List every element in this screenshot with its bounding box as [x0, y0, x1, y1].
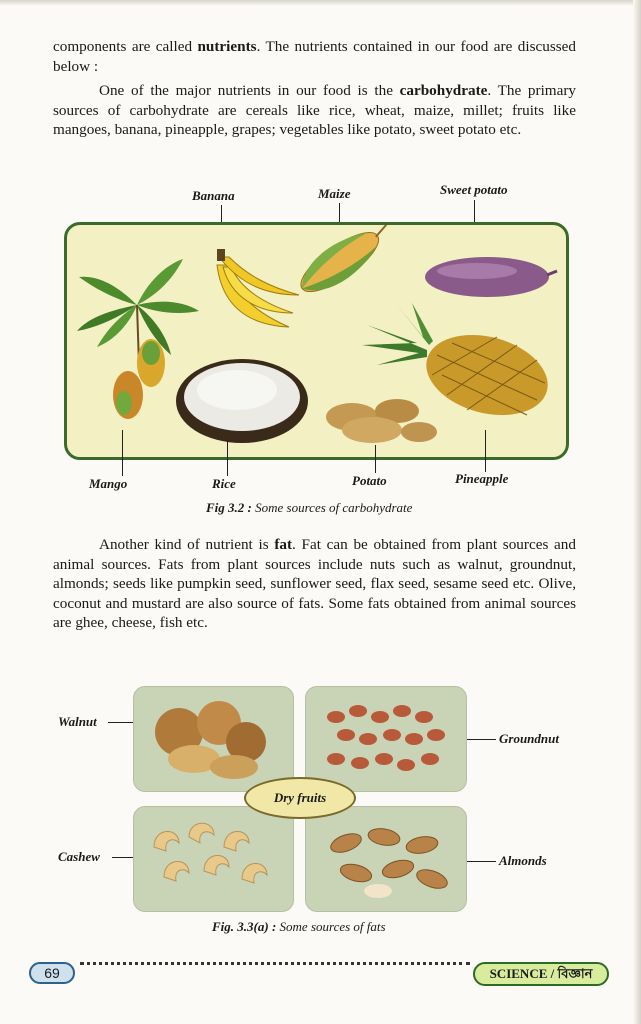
- almond-illustration: [306, 807, 467, 912]
- carb-bold: carbohydrate: [399, 82, 488, 99]
- walnut-image: [133, 686, 294, 792]
- intro-text-a: components are called: [53, 38, 198, 55]
- fig32-caption-number: Fig 3.2 :: [206, 500, 252, 515]
- fat-bold: fat: [274, 536, 293, 553]
- maize-icon: [292, 225, 399, 303]
- potato-icon: [326, 399, 437, 443]
- leader-cashew: [112, 857, 133, 858]
- leader-groundnut: [467, 739, 496, 740]
- carb-text-b: . The primary sources of carbohydrate are cereals like rice, wheat, maize, millet; fruits like mangoes, banana, pineapple, grapes; vegetables like potato, sweet potato etc.: [53, 82, 576, 139]
- leader-almonds: [467, 861, 496, 862]
- label-mango: Mango: [89, 476, 128, 491]
- intro-bold-nutrients: nutrients: [197, 38, 257, 55]
- page-number: 69: [29, 962, 75, 984]
- label-potato: Potato: [352, 473, 387, 488]
- leader-walnut: [108, 722, 133, 723]
- fat-text-a: Another kind of nutrient is: [99, 536, 275, 553]
- leader-potato: [375, 445, 376, 473]
- leader-pineapple: [485, 430, 486, 472]
- label-groundnut: Groundnut: [499, 731, 559, 746]
- leader-mango: [122, 430, 123, 476]
- carb-text-a: One of the major nutrients in our food is the: [99, 82, 400, 99]
- label-almonds: Almonds: [499, 853, 547, 868]
- banana-icon: [217, 249, 299, 327]
- label-maize: Maize: [318, 186, 351, 201]
- label-sweet-potato: Sweet potato: [440, 182, 508, 197]
- mango-leaves-icon: [77, 259, 199, 365]
- page-edge-right: [633, 0, 641, 1024]
- carbohydrate-sources-image: [64, 222, 569, 460]
- sweet-potato-icon: [425, 257, 557, 297]
- carbohydrate-illustration: [67, 225, 566, 457]
- cashew-image: [133, 806, 294, 912]
- groundnut-illustration: [306, 687, 467, 792]
- rice-bowl-icon: [176, 359, 308, 443]
- footer-dotted-rule: [80, 962, 470, 965]
- subject-tag: SCIENCE / বিজ্ঞান: [473, 962, 609, 986]
- walnut-illustration: [134, 687, 294, 792]
- label-walnut: Walnut: [58, 714, 97, 729]
- label-pineapple: Pineapple: [455, 471, 509, 486]
- figure-3-2-caption: [206, 500, 412, 516]
- leader-rice: [227, 440, 228, 476]
- fig32-caption-text: Some sources of carbohydrate: [251, 500, 413, 515]
- figure-3-3a-caption: [212, 919, 386, 935]
- groundnut-image: [305, 686, 467, 792]
- fat-paragraph: [53, 535, 576, 633]
- dry-fruits-label: Dry fruits: [244, 777, 356, 819]
- fig33-caption-number: Fig. 3.3(a) :: [212, 919, 277, 934]
- almonds-image: [305, 806, 467, 912]
- fat-text-b: . Fat can be obtained from plant sources and animal sources. Fats from plant sources include nuts such as walnut, groundnut, almonds; seeds like pumpkin seed, sunflower seed, flax seed, sesame seed etc. Olive, coconut and mustard are also source of fats. Some fats obtained from animal sources are ghee, cheese, fish etc.: [53, 536, 576, 632]
- label-rice: Rice: [212, 476, 236, 491]
- intro-paragraph: [53, 37, 576, 76]
- intro-text-b: . The nutrients contained in our food are discussed below :: [53, 38, 576, 75]
- cashew-illustration: [134, 807, 294, 912]
- label-cashew: Cashew: [58, 849, 100, 864]
- label-banana: Banana: [192, 188, 235, 203]
- fig33-caption-text: Some sources of fats: [276, 919, 386, 934]
- carbohydrate-paragraph: [53, 81, 576, 140]
- page-edge-top: [0, 0, 641, 6]
